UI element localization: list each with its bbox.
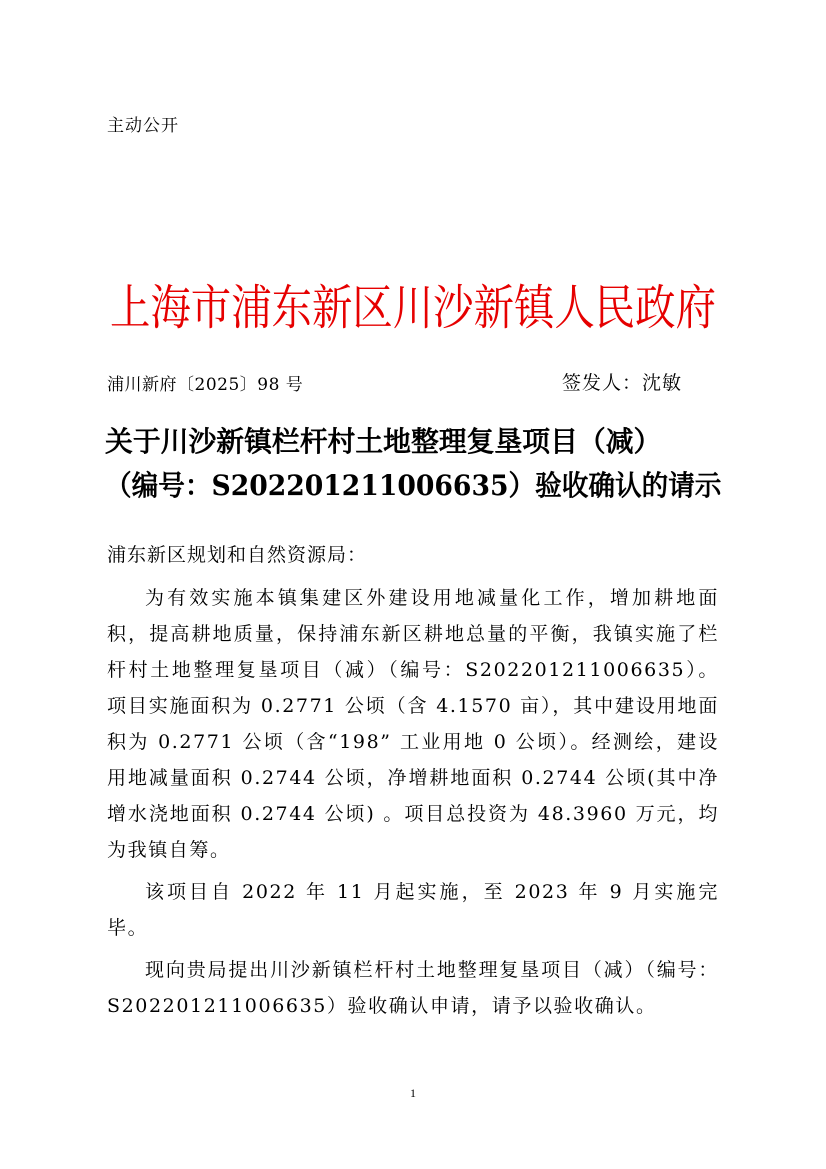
- issuer-title: 上海市浦东新区川沙新镇人民政府: [110, 280, 716, 336]
- disclosure-label: 主动公开: [107, 116, 179, 136]
- paragraph-3: 现向贵局提出川沙新镇栏杆村土地整理复垦项目（减）（编号：S202201211006635）验收确认申请，请予以验收确认。: [107, 959, 719, 1017]
- document-title: [105, 420, 725, 508]
- signer-label: 签发人：沈敏: [562, 372, 683, 394]
- document-meta: [107, 370, 717, 396]
- document-number: 浦川新府〔2025〕98 号: [107, 375, 304, 395]
- body-text: [107, 580, 719, 1024]
- paragraph-2: 该项目自 2022 年 11 月起实施，至 2023 年 9 月实施完毕。: [107, 881, 719, 939]
- document-title-line-1: 关于川沙新镇栏杆村土地整理复垦项目（减）: [105, 425, 662, 458]
- paragraph-1: 为有效实施本镇集建区外建设用地减量化工作，增加耕地面积，提高耕地质量，保持浦东新区耕地总量的平衡，我镇实施了栏杆村土地整理复垦项目（减）（编号：S202201211006635）。项目实施面积为 0.2771 公顷（含 4.1570 亩），其中建设用地面积为 0.2771 公顷（含“198” 工业用地 0 公顷）。经测绘，建设用地减量面积 0.2744 公顷，净增耕地面积 0.2744 公顷(其中净增水浇地面积 0.2744 公顷) 。项目总投资为 48.3960 万元，均为我镇自筹。: [107, 587, 719, 861]
- page-number: 1: [410, 1086, 416, 1100]
- recipient: 浦东新区规划和自然资源局：: [107, 544, 368, 566]
- document-title-line-2: （编号：S202201211006635）验收确认的请示: [105, 469, 722, 502]
